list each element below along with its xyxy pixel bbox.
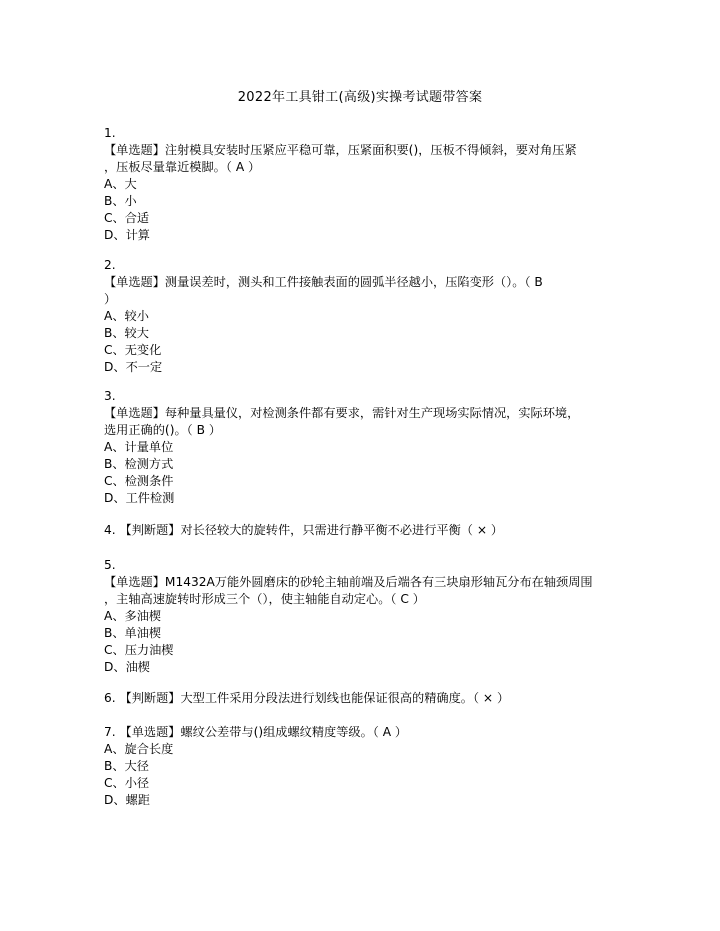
question-stem: 【单选题】测量误差时，测头和工件接触表面的圆弧半径越小，压陷变形（）。（ B <box>104 275 543 289</box>
question-1 <box>104 125 624 244</box>
option-d: D、计算 <box>104 228 150 242</box>
question-line: 6. 【判断题】大型工件采用分段法进行划线也能保证很高的精确度。（ × ） <box>104 691 510 705</box>
question-3 <box>104 388 624 507</box>
option-d: D、螺距 <box>104 793 150 807</box>
option-c: C、检测条件 <box>104 474 174 488</box>
option-c: C、合适 <box>104 211 150 225</box>
question-2 <box>104 257 624 376</box>
option-b: B、单油楔 <box>104 626 162 640</box>
option-a: A、多油楔 <box>104 609 162 623</box>
question-stem: 【单选题】M1432A万能外圆磨床的砂轮主轴前端及后端各有三块扇形轴瓦分布在轴颈周围 <box>104 575 593 589</box>
option-d: D、工件检测 <box>104 491 175 505</box>
question-line: 7. 【单选题】螺纹公差带与()组成螺纹精度等级。（ A ） <box>104 725 408 739</box>
option-b: B、大径 <box>104 759 149 773</box>
option-c: C、小径 <box>104 776 150 790</box>
document-title: 2022年工具钳工(高级)实操考试题带答案 <box>237 90 483 105</box>
question-stem: 【单选题】注射模具安装时压紧应平稳可靠，压紧面积要()，压板不得倾斜，要对角压紧 <box>104 143 577 157</box>
question-stem: ，压板尽量靠近模脚。（ A ） <box>104 160 261 174</box>
question-7 <box>104 724 624 809</box>
question-6 <box>104 690 624 707</box>
option-c: C、无变化 <box>104 343 162 357</box>
question-stem: 选用正确的()。（ B ） <box>104 423 222 437</box>
option-a: A、计量单位 <box>104 440 174 454</box>
option-d: D、不一定 <box>104 360 163 374</box>
option-c: C、压力油楔 <box>104 643 174 657</box>
question-line: 4. 【判断题】对长径较大的旋转件，只需进行静平衡不必进行平衡（ × ） <box>104 523 504 537</box>
question-number: 2. <box>104 258 116 272</box>
question-number: 1. <box>104 126 116 140</box>
option-a: A、旋合长度 <box>104 742 174 756</box>
option-b: B、较大 <box>104 326 149 340</box>
option-b: B、小 <box>104 194 137 208</box>
option-b: B、检测方式 <box>104 457 174 471</box>
option-a: A、大 <box>104 177 137 191</box>
question-5 <box>104 557 624 676</box>
question-stem: 【单选题】每种量具量仪，对检测条件都有要求，需针对生产现场实际情况，实际环境， <box>104 406 580 420</box>
question-number: 3. <box>104 389 116 403</box>
question-4 <box>104 522 624 539</box>
question-number: 5. <box>104 558 116 572</box>
option-d: D、油楔 <box>104 660 150 674</box>
question-stem: ，主轴高速旋转时形成三个（），使主轴能自动定心。（ C ） <box>104 592 425 606</box>
option-a: A、较小 <box>104 309 149 323</box>
question-stem: ） <box>104 292 117 306</box>
